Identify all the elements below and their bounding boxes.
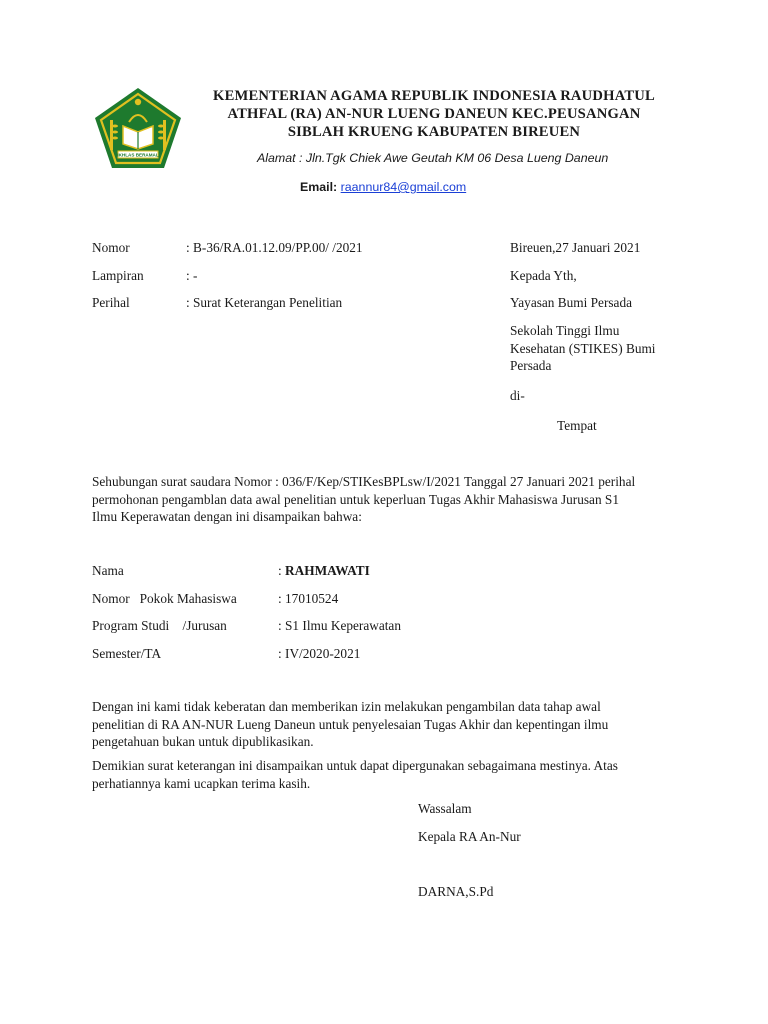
email-line xyxy=(300,180,466,194)
recipient-di: di- xyxy=(510,388,525,403)
field-label-npm: Nomor Pokok Mahasiswa xyxy=(92,591,237,606)
field-value-nama xyxy=(278,563,370,579)
email-link[interactable]: raannur84@gmail.com xyxy=(340,180,467,194)
recipient-school-line-3: Persada xyxy=(510,358,552,373)
field-value-prodi xyxy=(278,618,401,634)
nomor-value: : B-36/RA.01.12.09/PP.00/ /2021 xyxy=(186,240,363,255)
intro-line-3: Ilmu Keperawatan dengan ini disampaikan bahwa: xyxy=(92,509,362,524)
wassalam: Wassalam xyxy=(418,801,472,816)
permission-paragraph xyxy=(92,698,652,751)
field-value-semester xyxy=(278,646,360,662)
student-semester: IV/2020-2021 xyxy=(285,646,361,661)
field-colon: : xyxy=(278,646,282,661)
field-colon: : xyxy=(278,591,282,606)
nomor-label: Nomor xyxy=(92,240,130,255)
lampiran-label: Lampiran xyxy=(92,268,144,283)
permission-line-1: Dengan ini kami tidak keberatan dan memberikan izin melakukan pengambilan data tahap awal xyxy=(92,699,601,714)
intro-line-2: permohonan pengamblan data awal penelitian untuk keperluan Tugas Akhir Mahasiswa Jurusan S1 xyxy=(92,491,619,507)
closing-line-1: Demikian surat keterangan ini disampaikan untuk dapat dipergunakan sebagaimana mestinya. Atas xyxy=(92,758,618,773)
recipient-tempat: Tempat xyxy=(557,418,597,433)
signatory-name: DARNA,S.Pd xyxy=(418,884,494,899)
field-label-nama: Nama xyxy=(92,563,124,578)
permission-line-3: pengetahuan bukan untuk dipublikasikan. xyxy=(92,734,314,749)
letter-date: Bireuen,27 Januari 2021 xyxy=(510,240,641,255)
kemenag-logo-icon xyxy=(93,86,183,170)
permission-line-2: penelitian di RA AN-NUR Lueng Daneun untuk penyelesaian Tugas Akhir dan kepentingan ilmu xyxy=(92,716,609,732)
student-prodi: S1 Ilmu Keperawatan xyxy=(285,618,401,633)
perihal-value: : Surat Keterangan Penelitian xyxy=(186,295,343,310)
intro-paragraph xyxy=(92,473,652,526)
closing-paragraph xyxy=(92,757,652,792)
student-npm: 17010524 xyxy=(285,591,339,606)
field-colon: : xyxy=(278,618,282,633)
recipient-school-line-2: Kesehatan (STIKES) Bumi xyxy=(510,341,656,356)
logo-motto: IKHLAS BERAMAL xyxy=(117,152,159,158)
field-label-prodi: Program Studi /Jurusan xyxy=(92,618,227,633)
email-label: Email: xyxy=(300,180,338,194)
letterhead-line-1: KEMENTERIAN AGAMA REPUBLIK INDONESIA RAUDHATUL xyxy=(213,88,655,104)
kemenag-logo xyxy=(93,86,183,170)
field-label-semester: Semester/TA xyxy=(92,646,162,661)
perihal-label: Perihal xyxy=(92,295,130,310)
recipient-foundation: Yayasan Bumi Persada xyxy=(510,295,633,310)
lampiran-value: : - xyxy=(186,268,198,283)
field-colon: : xyxy=(278,563,282,578)
letterhead-line-2: ATHFAL (RA) AN-NUR LUENG DANEUN KEC.PEUSANGAN xyxy=(227,106,641,122)
kepada-yth: Kepada Yth, xyxy=(510,268,577,283)
field-value-npm xyxy=(278,591,338,607)
student-name: RAHMAWATI xyxy=(285,563,370,578)
intro-line-1: Sehubungan surat saudara Nomor : 036/F/Kep/STIKesBPLsw/I/2021 Tanggal 27 Januari 2021 perihal xyxy=(92,474,636,489)
recipient-school-line-1: Sekolah Tinggi Ilmu xyxy=(510,323,620,338)
closing-line-2: perhatiannya kami ucapkan terima kasih. xyxy=(92,775,311,791)
address: Alamat : Jln.Tgk Chiek Awe Geutah KM 06 Desa Lueng Daneun xyxy=(257,151,609,165)
signatory-position: Kepala RA An-Nur xyxy=(418,829,521,844)
letterhead-line-3: SIBLAH KRUENG KABUPATEN BIREUEN xyxy=(287,124,581,140)
